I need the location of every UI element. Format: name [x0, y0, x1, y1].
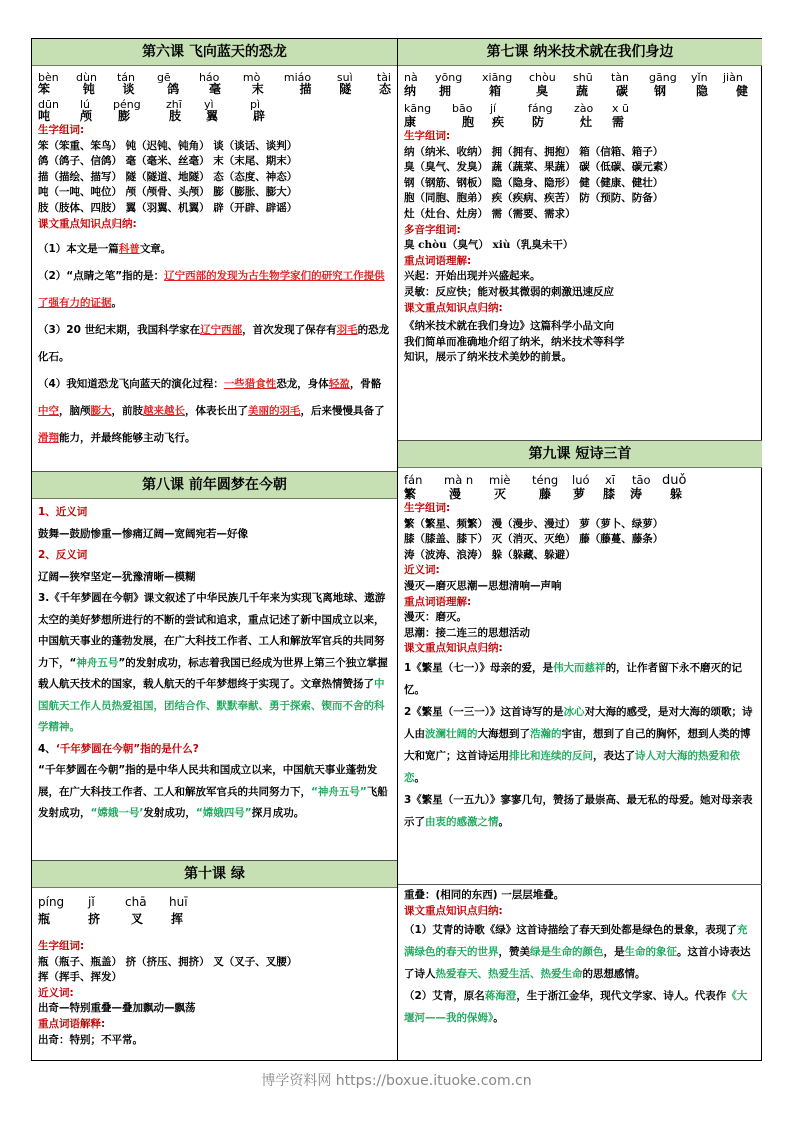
right-column [397, 39, 762, 1060]
hanzi: 鸽 [167, 82, 180, 96]
hanzi: 需 [612, 115, 625, 129]
pinyin: luó [572, 473, 590, 487]
hanzi: 钢 [654, 84, 667, 98]
pinyin: tán [116, 71, 135, 84]
lesson6-word-line: 吨（一吨、吨位） 颅（颅骨、头颅） 膨（膨胀、膨大） [38, 186, 298, 199]
lesson10-title: 第十课 绿 [32, 861, 397, 888]
lesson10-section [32, 860, 397, 1060]
pinyin: pì [250, 98, 261, 111]
pinyin: dùn [75, 71, 97, 84]
lesson7-chars-row2 [404, 116, 756, 129]
lesson9-chars-row [404, 488, 756, 501]
hanzi: 健 [736, 84, 749, 98]
hanzi: 繁 [404, 487, 417, 501]
hanzi: 末 [251, 82, 264, 96]
lesson9-synonyms: 漫灭—磨灭思潮—思想清响—声响 [404, 579, 562, 592]
hanzi: 躲 [670, 487, 683, 501]
lesson7-word-line: 胞（同胞、胞弟） 疾（疾病、疾苦） 防（预防、防备） [404, 192, 664, 205]
lesson6-words-label: 生字组词: [38, 124, 85, 136]
lesson10-synonym-label: 近义词: [38, 986, 74, 999]
lesson6-chars-row2 [38, 110, 391, 123]
lesson7-pinyin-row1 [404, 72, 756, 83]
lesson7-term: 灵敏：反应快；能对极其微弱的刺激迅速反应 [404, 285, 614, 298]
hanzi: 毫 [208, 82, 221, 96]
hanzi: 颅 [80, 109, 93, 123]
pinyin: píng [38, 895, 65, 909]
pinyin: bāo [452, 102, 473, 115]
lesson7-word-line: 钢（钢筋、钢板） 隐（隐身、隐形） 健（健康、健壮） [404, 176, 664, 189]
hanzi: 防 [532, 115, 545, 129]
lesson10-chars-row [38, 913, 391, 926]
lesson10-terms-label: 重点词语解释: [38, 1017, 106, 1030]
lesson7-pinyin-row2 [404, 103, 756, 114]
pinyin: zào [574, 102, 594, 115]
lesson6-word-line: 肢（肢体、四肢） 翼（羽翼、机翼） 辟（开辟、辟谣） [38, 201, 298, 214]
lesson9-word-line: 繁（繁星、频繁） 漫（漫步、漫过） 萝（萝卜、绿萝） [404, 517, 664, 530]
lesson9-point-3: 3《繁星（一五九）》寥寥几句，赞扬了最崇高、最无私的母爱。她对母亲表示了由衷的感激之情。 [404, 793, 753, 828]
lesson7-word-line: 灶（灶台、灶房） 需（需要、需求） [404, 207, 576, 220]
lesson10-word-line: 挥（挥手、挥发） [38, 971, 122, 984]
hanzi: 态 [378, 82, 391, 96]
pinyin: péng [113, 98, 141, 111]
hanzi: 萝 [573, 487, 586, 501]
lesson6-point-1: （1）本文是一篇科普文章。 [38, 243, 172, 256]
hanzi: 纳 [404, 84, 417, 98]
hanzi: 隧 [339, 82, 352, 96]
hanzi: 漫 [449, 487, 462, 501]
lesson9-term: 漫灭：磨灭。 [404, 611, 467, 624]
hanzi: 疾 [492, 115, 505, 129]
pinyin: xī [605, 473, 616, 487]
footer-watermark: 博学资料网 https://boxue.ituoke.com.cn [261, 1073, 532, 1089]
lesson6-point-3: （3）20 世纪末期，我国科学家在辽宁西部，首次发现了保存有羽毛的恐龙化石。 [38, 324, 390, 364]
hanzi: 康 [404, 115, 417, 129]
lesson6-point-4: （4）我知道恐龙飞向蓝天的演化过程：一些猎食性恐龙，身体轻盈，骨骼中空，脑颅膨大，前肢越来越长，体表长出了美丽的羽毛，后来慢慢具备了滑翔能力，并最终能够主动飞行。 [38, 378, 385, 445]
pinyin: tàn [611, 71, 630, 84]
pinyin: mò [242, 71, 261, 84]
lesson7-section [398, 39, 762, 440]
lesson7-summary-label: 课文重点知识点归纳: [404, 301, 503, 314]
hanzi: 膝 [603, 487, 616, 501]
pinyin: gāng [649, 71, 677, 84]
hanzi: 藤 [539, 487, 552, 501]
lesson6-word-line: 描（描绘、描写） 隧（隧道、地隧） 态（态度、神态） [38, 170, 298, 183]
pinyin: jiàn [723, 71, 743, 84]
pinyin: yǐn [691, 71, 708, 84]
lesson10-point-1: （1）艾青的诗歌《绿》这首诗描绘了春天到处都是绿色的景象，表现了充满绿色的春天的世界，赞美绿是生命的颜色，是生命的象征。这首小诗表达了诗人热爱春天、热爱生活、热爱生命的思想感情。 [404, 924, 751, 981]
pinyin: yōng [435, 71, 463, 84]
lesson9-section [398, 440, 762, 884]
lesson9-word-line: 膝（膝盖、膝下） 灭（消灭、灭绝） 藤（藤蔓、藤条） [404, 533, 664, 546]
pinyin: suì [336, 71, 353, 84]
hanzi: 拥 [439, 84, 452, 98]
pinyin: téng [532, 473, 559, 487]
lesson9-term: 思潮：接二连三的思想活动 [404, 626, 530, 639]
pinyin: kāng [404, 102, 432, 115]
hanzi: 描 [299, 82, 312, 96]
hanzi: 隐 [696, 84, 709, 98]
hanzi: 翼 [206, 109, 219, 123]
hanzi: 吨 [38, 109, 51, 123]
lesson9-terms-label: 重点词语理解: [404, 595, 472, 608]
lesson8-section [32, 471, 397, 860]
lesson10-word-line: 瓶（瓶子、瓶盖） 挤（挤压、拥挤） 叉（叉子、叉腰） [38, 955, 298, 968]
pinyin: miáo [283, 71, 312, 84]
lesson8-synonyms: 鼓舞—鼓励惨重—惨痛辽阔—宽阔宛若—好像 [38, 527, 248, 540]
lesson6-word-line: 笨（笨重、笨鸟） 钝（迟钝、钝角） 谈（谈话、谈判） [38, 139, 298, 152]
hanzi: 谈 [122, 82, 135, 96]
pinyin: x ū [612, 102, 629, 115]
lesson8-antonyms: 辽阔—狭窄坚定—犹豫清晰—模糊 [38, 570, 196, 583]
lesson6-word-line: 鸽（鸽子、信鸽） 毫（毫米、丝毫） 末（末尾、期末） [38, 155, 298, 168]
lesson9-title: 第九课 短诗三首 [398, 441, 762, 468]
pinyin: gē [156, 71, 171, 84]
lesson10-words-label: 生字组词: [38, 940, 85, 952]
pinyin: lú [80, 98, 91, 111]
lesson8-antonym-label: 2、反义词 [38, 549, 88, 561]
lesson6-point-2: （2）“点睛之笔”指的是：辽宁西部的发现为古生物学家们的研究工作提供了强有力的证据。 [38, 270, 385, 310]
lesson7-terms-label: 重点词语理解: [404, 254, 472, 267]
lesson8-synonym-label: 1、近义词 [38, 506, 88, 518]
hanzi: 挤 [88, 912, 101, 926]
hanzi: 辟 [253, 109, 266, 123]
pinyin: zhī [166, 98, 182, 111]
hanzi: 蔬 [576, 84, 589, 98]
lesson9-point-1: 1《繁星（七一）》母亲的爱，是伟大而慈祥的，让作者留下永不磨灭的记忆。 [404, 661, 743, 696]
pinyin: dūn [38, 98, 59, 111]
pinyin: nà [404, 71, 418, 84]
pinyin: huī [169, 895, 188, 909]
hanzi: 挥 [171, 912, 184, 926]
pinyin: jǐ [88, 895, 95, 909]
pinyin: jí [490, 102, 497, 115]
pinyin: fán [404, 473, 423, 487]
lesson8-answer-4: “千年梦圆在今朝”指的是中华人民共和国成立以来，中国航天事业蓬勃发展，在广大科技工作者、工人和解放军官兵的共同努力下，“神舟五号”飞船发射成功，“嫦娥一号’发射成功，“嫦娥四号”探月成功。 [38, 764, 388, 819]
lesson6-summary-label: 课文重点知识点归纳: [38, 217, 137, 230]
hanzi: 笨 [38, 82, 51, 96]
lesson7-chars-row1 [404, 85, 756, 98]
lesson8-point-3: 3.《千年梦圆在今朝》课文叙述了中华民族几千年来为实现飞离地球、遨游太空的美好梦想所进行的不断的尝试和追求，重点记述了新中国成立以来，中国航天事业的蓬勃发展，在广大科技工作者、工人和解放军官兵的共同努力下，“神舟五号”的发射成功，标志着我国已经成为世界上第三个独立掌握载人航天技术的国家，载人航天的千年梦想终于实现了。文章热情赞扬了中国航天工作人员热爱祖国，团结合作、默默奉献、勇于探索、锲而不舍的科学精神。 [38, 592, 388, 733]
lesson8-title: 第八课 前年圆梦在今朝 [32, 472, 397, 499]
lesson7-polyphone: 臭 chòu（臭气） xiù（乳臭未干） [404, 239, 574, 252]
hanzi: 灶 [580, 115, 593, 129]
lesson6-section [32, 39, 397, 471]
hanzi: 膨 [118, 109, 131, 123]
pinyin: shū [573, 71, 593, 84]
lesson9-synonym-label: 近义词: [404, 564, 440, 577]
lesson9-pinyin-row [404, 475, 756, 486]
pinyin: tāo [632, 473, 651, 487]
lesson10-synonyms: 出奇—特别重叠—叠加飘动—飘荡 [38, 1002, 196, 1015]
pinyin: mà n [444, 473, 474, 487]
pinyin: xiāng [482, 71, 513, 84]
lesson9-words-label: 生字组词: [404, 502, 451, 514]
lesson6-title: 第六课 飞向蓝天的恐龙 [32, 39, 397, 66]
hanzi: 叉 [131, 912, 144, 926]
hanzi: 钝 [82, 82, 95, 96]
lesson7-summary-line: 《纳米技术就在我们身边》这篇科学小品文向 [404, 320, 614, 333]
pinyin: fáng [528, 102, 553, 115]
lesson7-polyphone-label: 多音字组词: [404, 223, 461, 236]
lesson10-summary-label: 课文重点知识点归纳: [404, 904, 503, 917]
pinyin: miè [489, 473, 511, 487]
lesson10-point-2: （2）艾青，原名蒋海澄，生于浙江金华，现代文学家、诗人。代表作《大堰河——我的保姆》。 [404, 990, 748, 1025]
lesson7-summary-line: 我们简单而准确地介绍了纳米，纳米技术等科学 [404, 335, 625, 348]
lesson7-title: 第七课 纳米技术就在我们身边 [398, 39, 762, 66]
lesson10-continued-section [398, 884, 762, 1060]
lesson9-point-2: 2《繁星（一三一）》这首诗写的是冰心对大海的感受，是对大海的颂歌；诗人由波澜壮阔的大海想到了浩瀚的宇宙，想到了自己的胸怀，想到人类的博大和宽广；这首诗运用排比和连续的反问，表达了诗人对大海的热爱和依恋。 [404, 705, 753, 784]
pinyin: bèn [38, 71, 59, 84]
pinyin: yì [204, 98, 214, 111]
pinyin: duǒ [662, 473, 687, 488]
lesson6-chars-row1 [38, 83, 391, 96]
pinyin: chòu [529, 71, 556, 84]
hanzi: 碳 [616, 84, 629, 98]
lesson9-summary-label: 课文重点知识点归纳: [404, 642, 503, 655]
study-sheet [31, 38, 762, 1061]
pinyin: háo [198, 71, 220, 84]
hanzi: 箱 [489, 84, 502, 98]
hanzi: 臭 [536, 84, 549, 98]
lesson10-pinyin-row [38, 895, 391, 909]
lesson9-word-line: 涛（波涛、浪涛） 躲（躲藏、躲避） [404, 548, 576, 561]
hanzi: 胞 [462, 115, 475, 129]
lesson7-summary-line: 知识，展示了纳米技术美妙的前景。 [404, 351, 572, 364]
hanzi: 肢 [169, 109, 182, 123]
pinyin: tài [376, 71, 391, 84]
lesson7-word-line: 臭（臭气、发臭） 蔬（蔬菜、果蔬） 碳（低碳、碳元素） [404, 161, 674, 174]
lesson10-term: 出奇：特别；不平常。 [38, 1033, 143, 1046]
lesson7-words-label: 生字组词: [404, 130, 451, 142]
lesson8-question-4: 4、‘千年梦圆在今朝”指的是什么? [38, 742, 199, 755]
hanzi: 涛 [630, 487, 643, 501]
lesson10-term-continued: 重叠：(相同的东西) 一层层堆叠。 [404, 889, 565, 901]
lesson7-term: 兴起：开始出现并兴盛起来。 [404, 270, 541, 283]
lesson7-word-line: 纳（纳米、收纳） 拥（拥有、拥抱） 箱（信箱、箱子） [404, 145, 664, 158]
pinyin: chā [125, 895, 147, 909]
hanzi: 瓶 [38, 912, 51, 926]
hanzi: 灭 [494, 487, 507, 501]
